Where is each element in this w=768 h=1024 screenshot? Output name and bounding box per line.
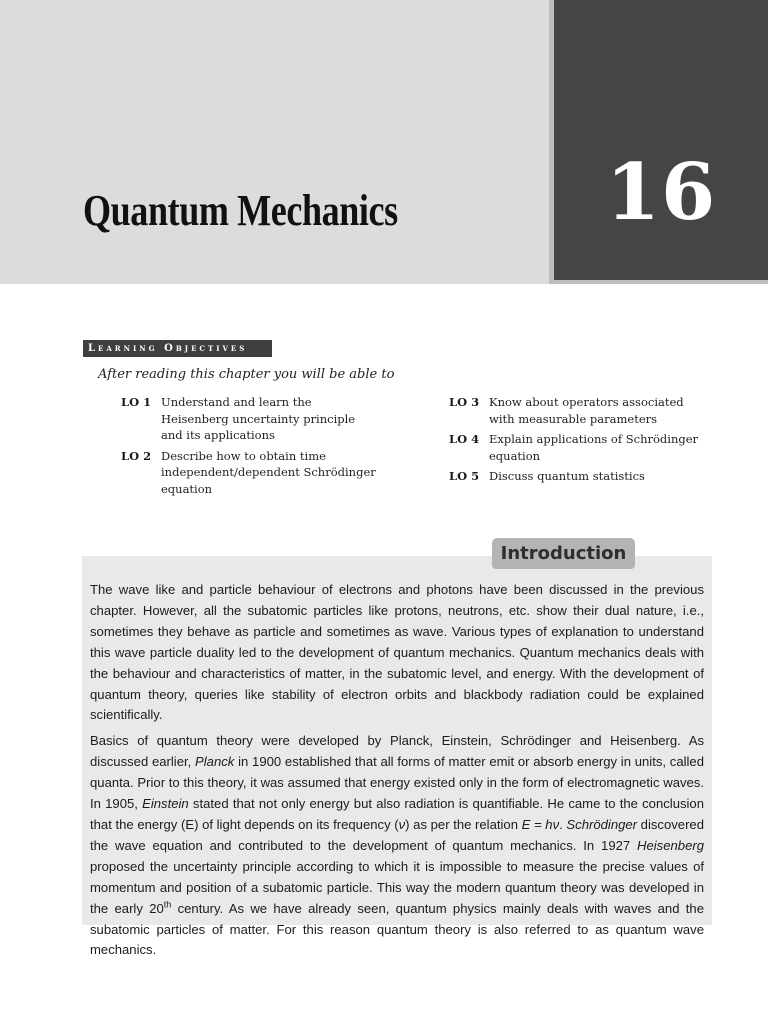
introduction-paragraph-2 xyxy=(90,731,704,961)
introduction-text xyxy=(90,580,704,966)
name-planck: Planck xyxy=(195,754,235,770)
lo-item xyxy=(449,468,709,485)
lo-item xyxy=(121,394,381,444)
lo-code: LO 5 xyxy=(449,469,480,483)
chapter-title: Quantum Mechanics xyxy=(83,186,398,235)
introduction-tab: Introduction xyxy=(492,538,635,569)
lo-text: Know about operators associated with measurable parameters xyxy=(489,395,684,426)
lo-text: Understand and learn the Heisenberg uncertainty principle and its applications xyxy=(161,395,356,442)
lo-text: Explain applications of Schrödinger equation xyxy=(489,432,699,463)
chapter-number: 16 xyxy=(605,147,717,238)
text-run: ) as per the relation xyxy=(405,816,522,832)
lo-code: LO 2 xyxy=(121,448,152,463)
equation-e-h-nu: E = hν xyxy=(521,816,560,832)
lo-item xyxy=(449,394,709,427)
learning-objectives-heading: Learning Objectives xyxy=(83,340,272,357)
lo-item xyxy=(121,448,381,498)
introduction-paragraph-1: The wave like and particle behaviour of electrons and photons have been discussed in the previous chapter. However, all the subatomic particles like protons, neutrons, etc. show their dual nature, i.e., sometimes they behave as particle and sometimes as wave. Various types of explanation to understand this wave particle duality led to the development of quantum mechanics. Quantum mechanics deals with the behaviour and characteristics of matter, in the subatomic level, and energy. With the development of quantum theory, queries like stability of electron orbits and blackbody radiation could be explained scientifically. xyxy=(90,582,704,723)
text-run: proposed the uncertainty principle according to which it is impossible to measure the precise values of momentum and position of a subatomic particle. This way the modern quantum theory was developed in the early 20 xyxy=(90,858,704,916)
name-schrodinger: Schrödinger xyxy=(566,816,638,832)
name-heisenberg: Heisenberg xyxy=(637,837,704,853)
symbol-nu: ν xyxy=(398,816,406,832)
lo-item xyxy=(449,431,709,464)
lo-code: LO 3 xyxy=(449,395,480,409)
lo-code: LO 1 xyxy=(121,395,152,409)
lo-code: LO 4 xyxy=(449,432,480,446)
learning-objectives-right-column xyxy=(449,394,709,489)
lo-text: Describe how to obtain time independent/dependent Schrödinger equation xyxy=(161,448,376,496)
name-einstein: Einstein xyxy=(142,796,189,812)
chapter-number-panel xyxy=(554,0,768,280)
superscript-th: th xyxy=(163,899,172,910)
chapter-number-box xyxy=(549,0,768,284)
lo-text: Discuss quantum statistics xyxy=(489,469,645,483)
learning-objectives-left-column xyxy=(121,394,381,501)
text-run: century. As we have already seen, quantum physics mainly deals with waves and the subatomic particles of matter. For this reason quantum theory is also referred to as quantum wave mechanics. xyxy=(90,900,704,958)
learning-objectives-intro: After reading this chapter you will be able to xyxy=(98,367,395,382)
text-run: in 1900 established that all forms of matter emit or absorb energy in units, called quanta. Prior to this theory, it was assumed that energy existed only in the form of electromagnetic waves. In 1905, xyxy=(90,754,704,812)
text-run: stated that not only energy but also radiation is quantifiable. He came to the conclusion that the energy (E) of light depends on its frequency ( xyxy=(90,796,704,832)
text-run: . xyxy=(559,816,567,832)
text-run: Basics of quantum theory were developed by Planck, Einstein, Schrödinger and Heisenberg. As discussed earlier, xyxy=(90,733,704,770)
text-run: discovered the wave equation and contributed to the development of quantum mechanics. In 1927 xyxy=(90,816,704,853)
